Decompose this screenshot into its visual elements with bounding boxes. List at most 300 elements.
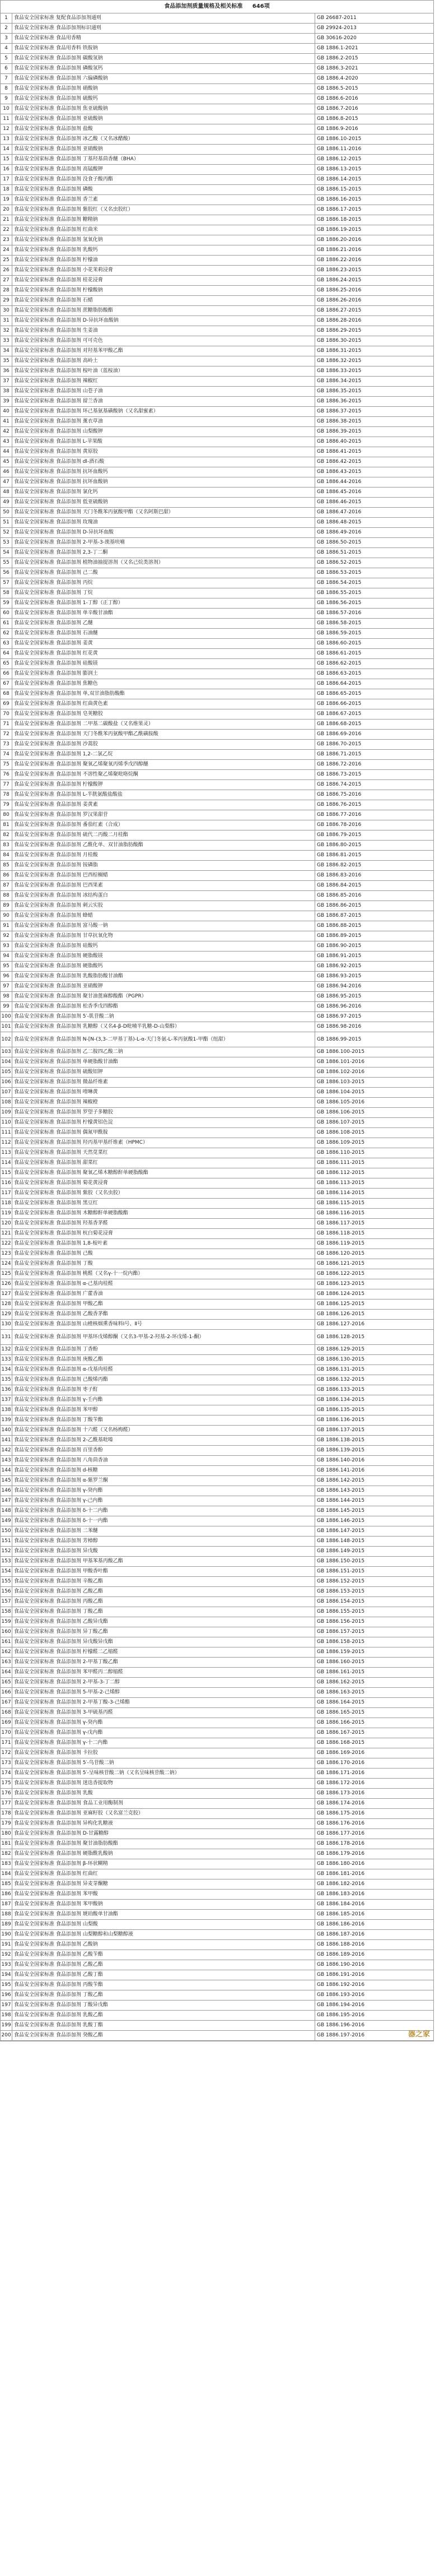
row-number: 122 [1, 1239, 12, 1249]
table-row [1, 266, 433, 276]
table-row [1, 1799, 433, 1809]
table-row [1, 1289, 433, 1299]
standard-code: GB 1886.194-2016 [315, 2001, 434, 2011]
table-row [1, 1415, 433, 1426]
standard-code: GB 1886.106-2015 [315, 1108, 434, 1118]
standard-name: 食品安全国家标准 食品添加剂 富马酸一钠 [12, 921, 315, 931]
standard-name: 食品安全国家标准 食品添加剂 单辛酸甘油酯 [12, 609, 315, 619]
standard-code: GB 1886.74-2015 [315, 780, 434, 790]
row-number: 80 [1, 810, 12, 820]
row-number: 5 [1, 54, 12, 64]
standard-name: 食品安全国家标准 食品添加剂 氯化钙 [12, 488, 315, 498]
table-row [1, 286, 433, 296]
standard-code: GB 1886.20-2016 [315, 235, 434, 245]
standard-name: 食品安全国家标准 食品添加剂 乙醚 [12, 619, 315, 629]
row-number: 53 [1, 538, 12, 548]
standard-code: GB 1886.37-2015 [315, 407, 434, 417]
standard-name: 食品安全国家标准 食品添加剂 枣子酊 [12, 1385, 315, 1395]
standard-name: 食品安全国家标准 食品添加剂 甲基苯基丙酸乙酯 [12, 1557, 315, 1567]
standard-name: 食品安全国家标准 食品添加剂 甲酸香叶酯 [12, 1567, 315, 1577]
table-row [1, 508, 433, 518]
row-number: 98 [1, 992, 12, 1002]
row-number: 35 [1, 356, 12, 366]
standard-name: 食品安全国家标准 食品添加剂 癸酸乙酯 [12, 2031, 315, 2041]
standard-name: 食品安全国家标准 食品添加剂 丁酸乙酯 [12, 1607, 315, 1617]
row-number: 29 [1, 296, 12, 306]
table-row [1, 558, 433, 568]
table-row [1, 588, 433, 598]
table-row [1, 992, 433, 1002]
standard-code: GB 1886.7-2016 [315, 104, 434, 114]
row-number: 89 [1, 901, 12, 911]
standard-name: 食品安全国家标准 食品添加剂 高锰酸钾 [12, 165, 315, 175]
row-number: 10 [1, 104, 12, 114]
standard-code: GB 1886.62-2015 [315, 659, 434, 669]
row-number: 104 [1, 1057, 12, 1067]
table-row [1, 901, 433, 911]
standard-name: 食品安全国家标准 食品添加剂 硅酸镁 [12, 659, 315, 669]
row-number: 44 [1, 447, 12, 457]
table-row [1, 1516, 433, 1526]
standard-code: GB 1886.22-2016 [315, 256, 434, 266]
table-row [1, 871, 433, 881]
standard-name: 食品安全国家标准 食品添加剂 硫酸铝钾 [12, 1067, 315, 1078]
table-row [1, 1088, 433, 1098]
standard-name: 食品安全国家标准 食品添加剂 β-环状糊精 [12, 1859, 315, 1869]
standard-code: GB 1886.92-2015 [315, 962, 434, 972]
standard-name: 食品安全国家标准 食品添加剂 乳酸钙 [12, 245, 315, 256]
row-number: 179 [1, 1819, 12, 1829]
table-row [1, 1476, 433, 1486]
row-number: 135 [1, 1375, 12, 1385]
standard-code: GB 1886.61-2015 [315, 649, 434, 659]
standard-name: 食品安全国家标准 食品添加剂 2-甲基丁酸-3-己烯酯 [12, 1698, 315, 1708]
standard-name: 食品安全国家标准 食品添加剂 异丁酸乙酯 [12, 1627, 315, 1637]
standard-name: 食品安全国家标准 食品添加剂 dl-酒石酸 [12, 457, 315, 467]
table-row [1, 195, 433, 205]
row-number: 199 [1, 2021, 12, 2031]
row-number: 43 [1, 437, 12, 447]
standard-name: 食品安全国家标准 食品添加剂 微晶纤维素 [12, 1078, 315, 1088]
row-number: 66 [1, 669, 12, 679]
standard-code: GB 1886.75-2016 [315, 790, 434, 800]
standard-name: 食品安全国家标准 食品添加剂 低亚硫酸钠 [12, 498, 315, 508]
row-number: 105 [1, 1067, 12, 1078]
standard-name: 食品安全国家标准 食品添加剂 丙烷 [12, 578, 315, 588]
row-number: 144 [1, 1466, 12, 1476]
standard-code: GB 1886.93-2015 [315, 972, 434, 982]
standard-name: 食品安全国家标准 食品添加剂 香兰素 [12, 195, 315, 205]
table-row [1, 1299, 433, 1310]
row-number: 172 [1, 1748, 12, 1758]
table-row [1, 417, 433, 427]
standard-name: 食品安全国家标准 食品添加剂 芳樟醇 [12, 1537, 315, 1547]
standard-code: GB 1886.156-2015 [315, 1617, 434, 1627]
standard-name: 食品安全国家标准 食品添加剂 聚甘油脂肪酸酯 [12, 1839, 315, 1849]
row-number: 192 [1, 1950, 12, 1960]
standard-code: GB 1886.86-2015 [315, 901, 434, 911]
standard-code: GB 1886.77-2016 [315, 810, 434, 820]
standard-name: 食品安全国家标准 食品添加剂 食品工业用酶制剂 [12, 1799, 315, 1809]
row-number: 103 [1, 1047, 12, 1057]
standard-name: 食品安全国家标准 食品添加剂 2-甲基丁酸乙酯 [12, 1658, 315, 1668]
row-number: 154 [1, 1567, 12, 1577]
row-number: 84 [1, 851, 12, 861]
row-number: 31 [1, 316, 12, 326]
standard-name: 食品安全国家标准 食品添加剂 硅酸钙 [12, 941, 315, 952]
standard-code: GB 1886.160-2015 [315, 1658, 434, 1668]
standard-code: GB 1886.126-2015 [315, 1310, 434, 1320]
standard-code: GB 1886.131-2015 [315, 1365, 434, 1375]
table-row [1, 1607, 433, 1617]
row-number: 150 [1, 1526, 12, 1537]
row-number: 47 [1, 477, 12, 488]
standard-name: 食品安全国家标准 食品添加剂 硝酸钠 [12, 84, 315, 94]
standard-code: GB 1886.98-2016 [315, 1022, 434, 1032]
standard-name: 食品安全国家标准 食品添加剂 γ-戊内酯 [12, 1728, 315, 1738]
standard-code: GB 1886.95-2015 [315, 992, 434, 1002]
table-row [1, 1446, 433, 1456]
row-number: 87 [1, 881, 12, 891]
table-row [1, 1047, 433, 1057]
standard-code: GB 1886.195-2016 [315, 2011, 434, 2021]
standard-name: 食品安全国家标准 食品添加剂 天门冬酰苯丙氨酸甲酯乙酰磺胺酸 [12, 730, 315, 740]
table-row [1, 1345, 433, 1355]
standard-name: 食品安全国家标准 食品添加剂 γ-癸内酯 [12, 1486, 315, 1496]
row-number: 170 [1, 1728, 12, 1738]
standard-name: 食品安全国家标准 食品添加剂 不溶性聚乙烯聚吡咯烷酮 [12, 770, 315, 780]
row-number: 94 [1, 952, 12, 962]
standard-code: GB 1886.67-2015 [315, 709, 434, 720]
standard-code: GB 1886.166-2015 [315, 1718, 434, 1728]
standard-name: 食品安全国家标准 食品添加剂 罗望子多糖胶 [12, 1108, 315, 1118]
standard-name: 食品安全国家标准 食品添加剂 辛酸乙酯 [12, 1577, 315, 1587]
standard-name: 食品安全国家标准 食品添加剂 紫胶红（又名虫胶红） [12, 205, 315, 215]
row-number: 24 [1, 245, 12, 256]
watermark-logo: 器之家 [408, 2030, 430, 2039]
standard-code: GB 1886.38-2015 [315, 417, 434, 427]
table-row [1, 1960, 433, 1970]
standard-code: GB 1886.44-2016 [315, 477, 434, 488]
row-number: 63 [1, 639, 12, 649]
table-row [1, 1118, 433, 1128]
row-number: 151 [1, 1537, 12, 1547]
standard-code: GB 1886.21-2016 [315, 245, 434, 256]
row-number: 51 [1, 518, 12, 528]
standard-code: GB 1886.72-2016 [315, 760, 434, 770]
row-number: 50 [1, 508, 12, 518]
row-number: 138 [1, 1405, 12, 1415]
table-row [1, 44, 433, 54]
standard-code: GB 1886.6-2016 [315, 94, 434, 104]
table-row [1, 114, 433, 124]
standard-name: 食品安全国家标准 食品添加剂 甘草抗氧化物 [12, 931, 315, 941]
standard-name: 食品安全国家标准 食品添加剂 辣椒红 [12, 377, 315, 387]
table-row [1, 1108, 433, 1118]
table-row [1, 1209, 433, 1219]
row-number: 90 [1, 911, 12, 921]
standard-code: GB 1886.52-2015 [315, 558, 434, 568]
standard-code: GB 1886.83-2016 [315, 871, 434, 881]
row-number: 73 [1, 740, 12, 750]
row-number: 83 [1, 841, 12, 851]
standard-name: 食品安全国家标准 食品添加剂 D-异抗坏血酸 [12, 528, 315, 538]
standard-code: GB 1886.196-2016 [315, 2021, 434, 2031]
standard-code: GB 1886.69-2016 [315, 730, 434, 740]
standard-name: 食品安全国家标准 食品添加剂 苯甲醛丙二醇缩醛 [12, 1668, 315, 1678]
standard-name: 食品安全国家标准 食品添加剂 姜黄 [12, 639, 315, 649]
standard-name: 食品安全国家标准 食品添加剂 乙二胺四乙酸二钠 [12, 1047, 315, 1057]
table-row [1, 1920, 433, 1930]
standard-name: 食品安全国家标准 食品添加剂 桂花浸膏 [12, 276, 315, 286]
standard-code: GB 1886.17-2015 [315, 205, 434, 215]
standard-name: 食品安全国家标准 食品添加剂 对羟基苯甲酸乙酯 [12, 346, 315, 356]
standard-name: 食品安全国家标准 食品添加剂 1-丁醇（正丁醇） [12, 598, 315, 609]
row-number: 79 [1, 800, 12, 810]
table-row [1, 800, 433, 810]
title-count: 646项 [252, 3, 270, 10]
row-number: 125 [1, 1269, 12, 1279]
standard-name: 食品安全国家标准 食品添加剂 硬脂酰乳酸钠 [12, 1849, 315, 1859]
standard-name: 食品安全国家标准 食品添加剂 杭白菊花浸膏 [12, 1229, 315, 1239]
table-row [1, 64, 433, 74]
row-number: 13 [1, 134, 12, 145]
table-row [1, 1456, 433, 1466]
standard-code: GB 1886.76-2015 [315, 800, 434, 810]
table-row [1, 488, 433, 498]
standard-code: GB 1886.118-2015 [315, 1229, 434, 1239]
standard-code: GB 1886.191-2016 [315, 1970, 434, 1980]
row-number: 119 [1, 1209, 12, 1219]
standard-code: GB 1886.188-2016 [315, 1940, 434, 1950]
standard-code: GB 1886.177-2016 [315, 1829, 434, 1839]
row-number: 143 [1, 1456, 12, 1466]
table-row [1, 2021, 433, 2031]
standard-code: GB 1886.2-2015 [315, 54, 434, 64]
standard-name: 食品安全国家标准 食品添加剂 D-异抗坏血酸钠 [12, 316, 315, 326]
row-number: 111 [1, 1128, 12, 1138]
table-row [1, 1819, 433, 1829]
table-row [1, 730, 433, 740]
row-number: 121 [1, 1229, 12, 1239]
table-row [1, 1537, 433, 1547]
table-row [1, 1647, 433, 1658]
standard-code: GB 1886.27-2015 [315, 306, 434, 316]
standard-code: GB 1886.163-2015 [315, 1688, 434, 1698]
table-row [1, 952, 433, 962]
standard-name: 食品安全国家标准 食品添加剂 聚氧乙烯聚氧丙烯季戊四醇醚 [12, 760, 315, 770]
standard-name: 食品安全国家标准 食品添加剂 氢氧化钠 [12, 235, 315, 245]
row-number: 7 [1, 74, 12, 84]
standard-code: GB 1886.176-2016 [315, 1819, 434, 1829]
row-number: 61 [1, 619, 12, 629]
row-number: 19 [1, 195, 12, 205]
standard-name: 食品安全国家标准 食品添加剂 可可壳色 [12, 336, 315, 346]
table-row [1, 145, 433, 155]
standard-name: 食品安全国家标准 食品添加剂 天门冬酰苯丙氨酸甲酯（又名阿斯巴甜） [12, 508, 315, 518]
row-number: 93 [1, 941, 12, 952]
standard-code: GB 1886.35-2015 [315, 387, 434, 397]
standard-name: 食品安全国家标准 食品添加剂 铵磷脂 [12, 861, 315, 871]
standard-name: 食品安全国家标准 食品添加剂 甲基环戊烯醇酮（又名3-甲基-2-羟基-2-环戊烯-1-酮） [12, 1330, 315, 1345]
standard-name: 食品安全国家标准 食品添加剂 甲酸乙酯 [12, 1299, 315, 1310]
standard-code: GB 1886.145-2015 [315, 1506, 434, 1516]
row-number: 36 [1, 366, 12, 377]
standard-code: GB 1886.149-2015 [315, 1547, 434, 1557]
table-row [1, 165, 433, 175]
row-number: 70 [1, 709, 12, 720]
standard-name: 食品安全国家标准 食品添加剂 巴西棕榈蜡 [12, 871, 315, 881]
row-number: 145 [1, 1476, 12, 1486]
row-number: 174 [1, 1769, 12, 1779]
table-row [1, 155, 433, 165]
standard-code: GB 1886.60-2015 [315, 639, 434, 649]
table-row [1, 709, 433, 720]
standard-name: 食品安全国家标准 食品添加剂 异麦芽酮糖 [12, 1879, 315, 1890]
table-row [1, 1436, 433, 1446]
table-row [1, 34, 433, 44]
standard-name: 食品安全国家标准 食品添加剂 碳酸氢钠 [12, 54, 315, 64]
standard-name: 食品安全国家标准 食品添加剂 乙酸乙酯 [12, 1960, 315, 1970]
row-number: 78 [1, 790, 12, 800]
row-number: 184 [1, 1869, 12, 1879]
standard-code: GB 1886.94-2016 [315, 982, 434, 992]
standard-name: 食品安全国家标准 食品添加剂 2,3-丁二酮 [12, 548, 315, 558]
table-row [1, 1365, 433, 1375]
standard-name: 食品安全国家标准 食品添加剂 丙酸苄酯 [12, 1980, 315, 1990]
table-row [1, 437, 433, 447]
table-row [1, 962, 433, 972]
table-row [1, 1970, 433, 1980]
standard-name: 食品安全国家标准 食品添加剂 广藿香油 [12, 1289, 315, 1299]
row-number: 11 [1, 114, 12, 124]
row-number: 200 [1, 2031, 12, 2041]
standard-code: GB 1886.116-2015 [315, 1209, 434, 1219]
standard-name: 食品安全国家标准 食品添加剂 5′-呈味核苷酸二钠（又名呈味核苷酸二钠） [12, 1769, 315, 1779]
standard-code: GB 1886.54-2015 [315, 578, 434, 588]
row-number: 180 [1, 1829, 12, 1839]
standard-name: 食品安全国家标准 食品添加剂 己酸 [12, 1249, 315, 1259]
standard-name: 食品安全国家标准 食品添加剂 蔗糖脂肪酸酯 [12, 306, 315, 316]
table-row [1, 1637, 433, 1647]
table-row [1, 1829, 433, 1839]
standard-name: 食品安全国家标准 食品添加剂 柠檬油 [12, 256, 315, 266]
row-number: 18 [1, 185, 12, 195]
table-row [1, 467, 433, 477]
row-number: 3 [1, 34, 12, 44]
row-number: 120 [1, 1219, 12, 1229]
standard-name: 食品安全国家标准 食品添加剂 十六醛（又名杨梅醛） [12, 1426, 315, 1436]
row-number: 16 [1, 165, 12, 175]
table-row [1, 1668, 433, 1678]
table-row [1, 1330, 433, 1345]
table-row [1, 1385, 433, 1395]
standard-name: 食品安全国家标准 食品添加剂 乙酸苄酯 [12, 1950, 315, 1960]
row-number: 114 [1, 1158, 12, 1168]
row-number: 131 [1, 1330, 12, 1345]
standard-code: GB 1886.185-2016 [315, 1910, 434, 1920]
row-number: 168 [1, 1708, 12, 1718]
row-number: 147 [1, 1496, 12, 1506]
table-row [1, 477, 433, 488]
standard-name: 食品安全国家标准 食品添加剂 柠檬醛二乙缩醛 [12, 1647, 315, 1658]
standard-code: GB 1886.124-2015 [315, 1289, 434, 1299]
row-number: 54 [1, 548, 12, 558]
standard-code: GB 1886.18-2015 [315, 215, 434, 225]
table-row [1, 1138, 433, 1148]
standard-code: GB 1886.29-2015 [315, 326, 434, 336]
table-row [1, 1199, 433, 1209]
standard-code: GB 1886.96-2016 [315, 1002, 434, 1012]
standard-name: 食品安全国家标准 食品添加剂 柠檬酸钾 [12, 780, 315, 790]
standard-code: GB 1886.151-2015 [315, 1567, 434, 1577]
row-number: 6 [1, 64, 12, 74]
standard-name: 食品安全国家标准 食品添加剂 羟基香茅醛 [12, 1219, 315, 1229]
row-number: 100 [1, 1012, 12, 1022]
table-row [1, 2011, 433, 2021]
row-number: 101 [1, 1022, 12, 1032]
table-row [1, 639, 433, 649]
table-row [1, 1577, 433, 1587]
table-row [1, 931, 433, 941]
standard-name: 食品安全国家标准 食品添加剂 单硬脂酸甘油酯 [12, 1057, 315, 1067]
table-row [1, 326, 433, 336]
row-number: 32 [1, 326, 12, 336]
standard-name: 食品安全国家标准 食品添加剂 甜菜红 [12, 1158, 315, 1168]
row-number: 164 [1, 1668, 12, 1678]
standard-name: 食品安全国家标准 食品添加剂 δ-十一内酯 [12, 1516, 315, 1526]
standard-name: 食品安全国家标准 食品添加剂 丁烷 [12, 588, 315, 598]
table-row [1, 124, 433, 134]
table-row [1, 276, 433, 286]
standard-code: GB 1886.108-2015 [315, 1128, 434, 1138]
standard-name: 食品安全国家标准 食品添加剂 桃醛（又名γ-十一烷内酯） [12, 1269, 315, 1279]
standard-code: GB 1886.23-2015 [315, 266, 434, 276]
standard-name: 食品安全国家标准 食品添加剂 丙酸乙酯 [12, 1597, 315, 1607]
row-number: 64 [1, 649, 12, 659]
standard-code: GB 1886.183-2016 [315, 1890, 434, 1900]
table-row [1, 1839, 433, 1849]
row-number: 97 [1, 982, 12, 992]
standard-code: GB 1886.128-2015 [315, 1330, 434, 1345]
row-number: 77 [1, 780, 12, 790]
row-number: 12 [1, 124, 12, 134]
standard-name: 食品安全国家标准 食品添加剂 糖精钠 [12, 215, 315, 225]
row-number: 74 [1, 750, 12, 760]
row-number: 65 [1, 659, 12, 669]
table-row [1, 1748, 433, 1758]
standard-code: GB 1886.101-2016 [315, 1057, 434, 1067]
standard-code: GB 1886.159-2015 [315, 1647, 434, 1658]
standard-name: 食品安全国家标准 食品添加剂 环己基氨基磺酸钠（又名甜蜜素） [12, 407, 315, 417]
row-number: 161 [1, 1637, 12, 1647]
row-number: 146 [1, 1486, 12, 1496]
standards-table [1, 13, 433, 2041]
standard-name: 食品安全国家标准 食品添加剂 木糖醇酐单硬脂酸酯 [12, 1209, 315, 1219]
standard-code: GB 1886.63-2015 [315, 669, 434, 679]
table-row [1, 881, 433, 891]
table-row [1, 316, 433, 326]
standard-name: 食品安全国家标准 食品添加剂 D-甘露糖醇 [12, 1829, 315, 1839]
standard-name: 食品安全国家标准 食品添加剂 乙酸乙酯 [12, 1587, 315, 1597]
standard-code: GB 1886.8-2015 [315, 114, 434, 124]
table-row [1, 94, 433, 104]
standard-code: GB 1886.30-2015 [315, 336, 434, 346]
table-row [1, 1617, 433, 1627]
standard-name: 食品安全国家标准 食品添加剂 苯甲酸钠 [12, 1900, 315, 1910]
standard-name: 食品安全国家标准 食品添加剂 罗汉果甜苷 [12, 810, 315, 820]
row-number: 67 [1, 679, 12, 689]
